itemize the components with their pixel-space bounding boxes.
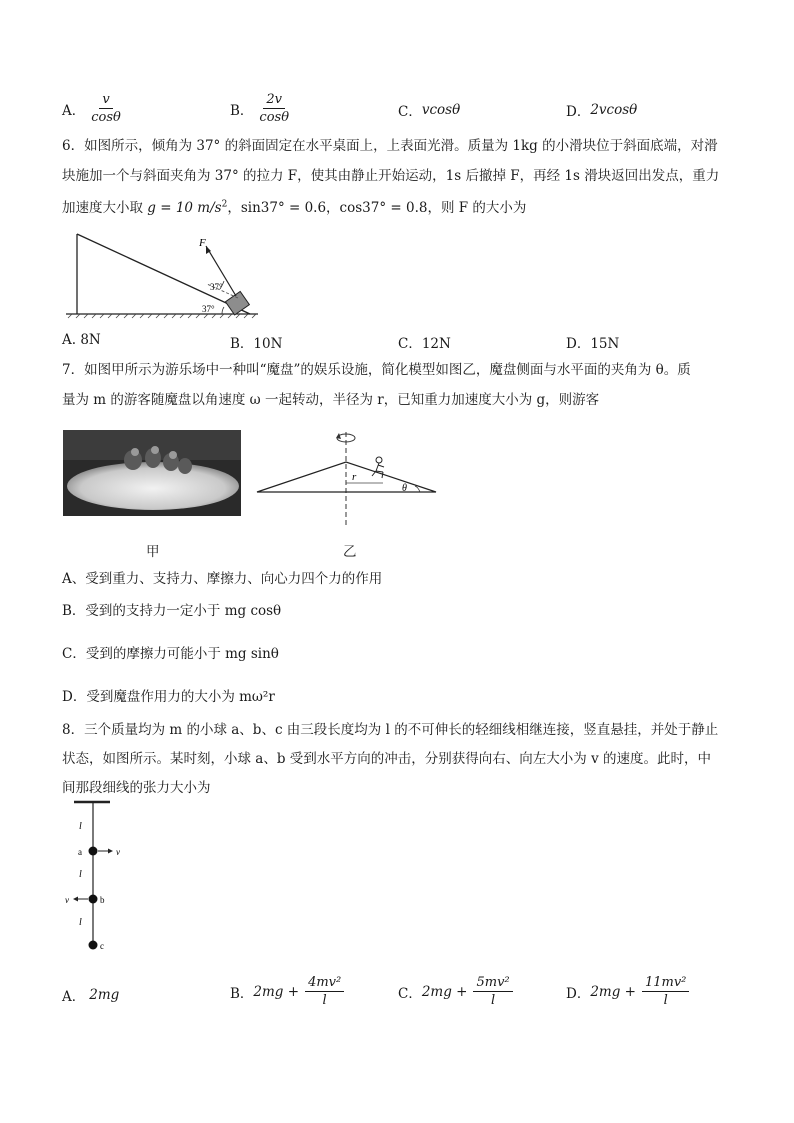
q6-option-b: B．10N	[230, 336, 283, 352]
q8-line-1: 8．三个质量均为 m 的小球 a、b、c 由三段长度均为 l 的不可伸长的轻细线相继连接，竖直悬挂，并处于静止	[62, 722, 719, 738]
length-label-1: l	[79, 821, 82, 832]
numerator: 5mv²	[473, 975, 512, 992]
ball-label-a: a	[78, 847, 82, 857]
q5-option-c	[398, 100, 460, 120]
option-label: B．	[230, 985, 254, 1002]
numerator: 2v	[263, 92, 285, 109]
q8-hanging-balls-figure	[62, 798, 142, 958]
fraction	[91, 92, 121, 125]
option-label: B．	[230, 102, 254, 119]
denominator: l	[663, 993, 668, 1008]
denominator: cosθ	[259, 110, 290, 125]
q6-incline-figure	[62, 226, 262, 322]
option-label: D．	[566, 985, 591, 1002]
superscript: 2	[221, 199, 228, 210]
q8-option-d	[566, 975, 689, 1008]
option-label: A．	[62, 989, 86, 1005]
fraction	[259, 92, 289, 125]
ball-c	[89, 941, 98, 950]
q7-line-2: 量为 m 的游客随魔盘以角速度 ω 一起转动，半径为 r，已知重力加速度大小为 g，则游客	[62, 392, 600, 408]
q6-option-a: A. 8N	[62, 332, 101, 348]
option-text: 2mg	[89, 987, 120, 1003]
theta-label: θ	[402, 483, 407, 494]
numerator: 4mv²	[305, 975, 344, 992]
q8-option-c	[398, 975, 513, 1008]
denominator: l	[322, 993, 327, 1008]
fraction	[473, 975, 512, 1008]
q5-option-a	[62, 92, 121, 125]
numerator: 11mv²	[642, 975, 689, 992]
fraction	[305, 975, 344, 1008]
rotation-arrowhead	[336, 433, 341, 439]
velocity-label-a: v	[116, 847, 120, 857]
ball-b	[89, 895, 98, 904]
length-label-3: l	[79, 917, 82, 928]
q6-line-1: 6．如图所示，倾角为 37° 的斜面固定在水平桌面上，上表面光滑。质量为 1kg 的小滑块位于斜面底端，对滑	[62, 138, 718, 154]
q7-photo-jia	[63, 430, 241, 516]
magic-disk	[67, 462, 239, 510]
radius-label: r	[352, 471, 357, 483]
option-text: 2vcosθ	[590, 102, 638, 118]
denominator: l	[490, 993, 496, 1008]
ball-a	[89, 847, 98, 856]
q6-option-c: C．12N	[398, 336, 451, 352]
text-segment: ，sin37° = 0.6，cos37° = 0.8，则 F 的大小为	[227, 200, 527, 216]
person-icon	[372, 457, 384, 478]
q5-option-d	[566, 100, 637, 120]
angle-label-lower: 37°	[202, 304, 215, 314]
q7-option-a: A、受到重力、支持力、摩擦力、向心力四个力的作用	[62, 571, 383, 587]
angle-label-upper: 37°	[210, 282, 223, 292]
incline-surface	[77, 234, 250, 314]
velocity-label-b: v	[65, 895, 69, 905]
formula-g: g = 10 m/s	[147, 200, 222, 216]
q7-option-b: B．受到的支持力一定小于 mg cosθ	[62, 603, 282, 619]
q7-figure-label-yi: 乙	[343, 544, 357, 560]
denominator: cosθ	[91, 110, 121, 125]
q6-line-3	[62, 196, 526, 216]
option-text: 2mg +	[590, 983, 636, 1000]
option-label: C．	[398, 104, 422, 120]
text-segment: 加速度大小取	[62, 200, 148, 216]
option-label: A．	[62, 102, 86, 119]
q7-option-c: C．受到的摩擦力可能小于 mg sinθ	[62, 646, 279, 662]
q6-option-d: D．15N	[566, 336, 620, 352]
ball-label-c: c	[100, 941, 104, 951]
fraction	[642, 975, 689, 1008]
q7-line-1: 7．如图甲所示为游乐场中一种叫“魔盘”的娱乐设施，简化模型如图乙，魔盘侧面与水平面的夹角为 θ。质	[62, 362, 691, 378]
velocity-arrowhead-a	[108, 849, 113, 854]
option-label: C．	[398, 985, 422, 1002]
q5-option-b	[230, 92, 289, 125]
option-label: D．	[566, 104, 591, 120]
q7-diagram-yi	[252, 430, 442, 530]
force-label: F	[199, 237, 206, 249]
option-text: 2mg +	[253, 983, 300, 1000]
option-text: vcosθ	[421, 102, 461, 118]
ball-label-b: b	[100, 895, 105, 905]
q6-line-2: 块施加一个与斜面夹角为 37° 的拉力 F，使其由静止开始运动，1s 后撤掉 F，再经 1s 滑块返回出发点，重力	[62, 168, 720, 184]
option-text: 2mg +	[421, 983, 468, 1000]
q8-option-a	[62, 985, 119, 1005]
q8-line-2: 状态，如图所示。某时刻，小球 a、b 受到水平方向的冲击，分别获得向右、向左大小为 v 的速度。此时，中	[62, 751, 711, 767]
numerator: v	[99, 92, 112, 109]
q7-option-d: D．受到魔盘作用力的大小为 mω²r	[62, 689, 275, 705]
q7-figure-label-jia: 甲	[146, 544, 160, 560]
velocity-arrowhead-b	[73, 897, 78, 902]
length-label-2: l	[79, 869, 82, 880]
q8-option-b	[230, 975, 344, 1008]
q8-line-3: 间那段细线的张力大小为	[62, 780, 211, 796]
angle-arc-lower	[222, 307, 224, 314]
